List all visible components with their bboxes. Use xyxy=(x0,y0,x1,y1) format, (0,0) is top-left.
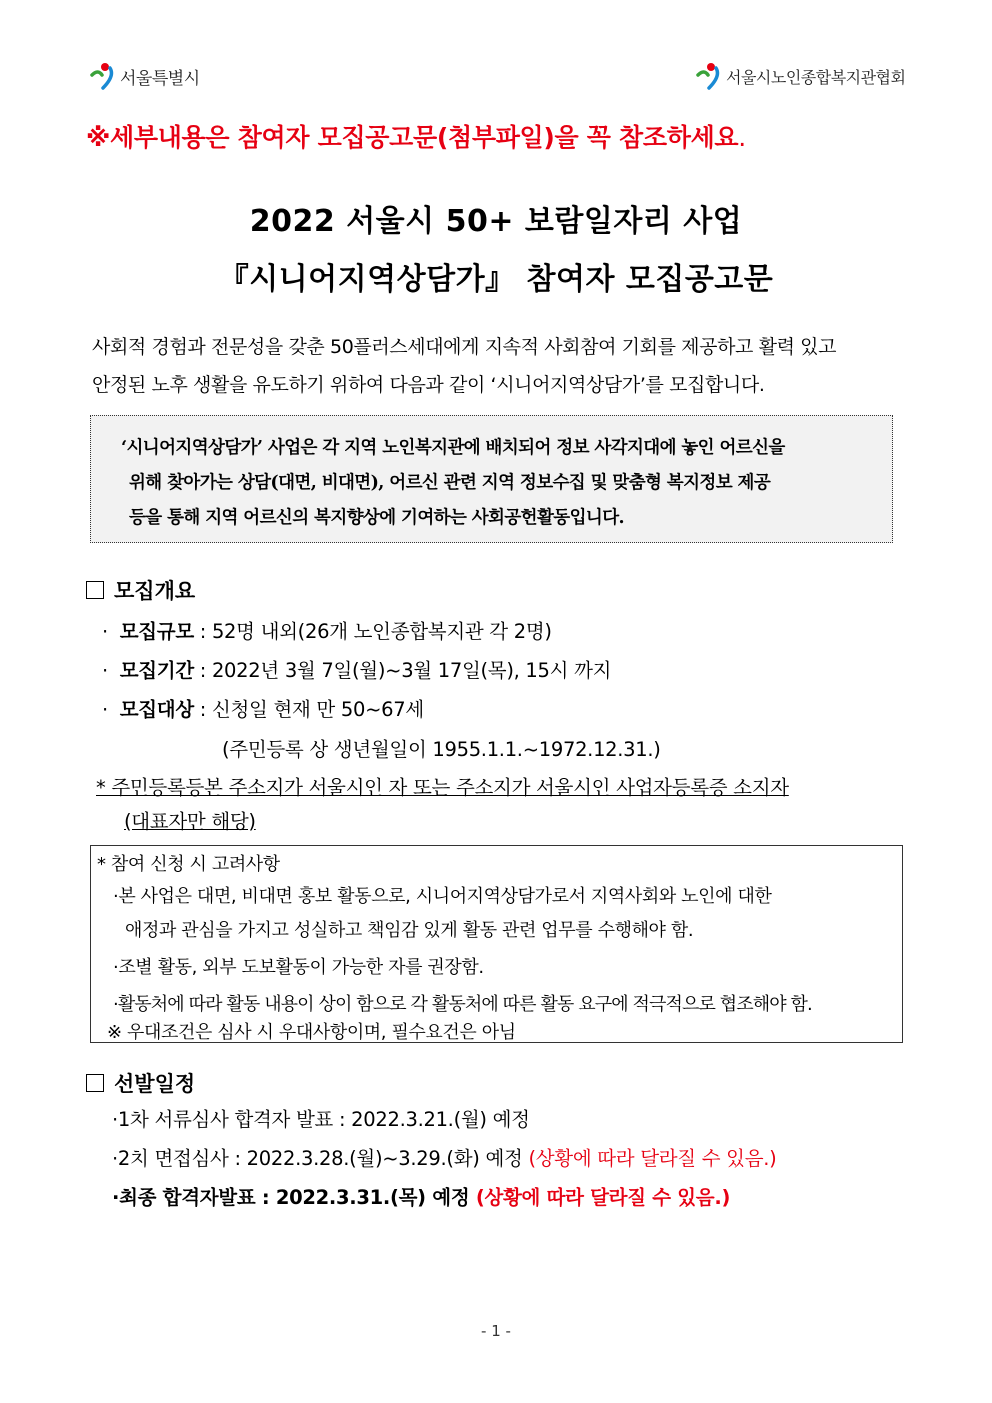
attachment-notice xyxy=(86,118,746,154)
birth-date-range: (주민등록 상 생년월일이 1955.1.1.~1972.12.31.) xyxy=(222,738,661,761)
bullet: · xyxy=(102,698,108,721)
seoul-senior-welfare-association-logo xyxy=(696,62,905,90)
schedule-change-note: (상황에 따라 달라질 수 있음.) xyxy=(528,1147,777,1170)
intro-paragraph xyxy=(92,328,912,404)
program-summary-box xyxy=(90,415,893,543)
recruitment-target-item xyxy=(102,694,424,722)
schedule-item-text: ·최종 합격자발표 : 2022.3.31.(목) 예정 xyxy=(112,1186,476,1209)
recruitment-overview-heading xyxy=(86,575,195,605)
schedule-change-note: (상황에 따라 달라질 수 있음.) xyxy=(475,1186,731,1209)
seoul-symbol-icon xyxy=(90,62,116,90)
selection-schedule-heading xyxy=(86,1068,195,1098)
attachment-notice-text: ※세부내용은 참여자 모집공고문(첨부파일)을 꼭 참조하세요 xyxy=(86,123,739,152)
separator: : xyxy=(193,698,212,721)
document-title-line2: 『시니어지역상담가』 참여자 모집공고문 xyxy=(218,262,774,297)
recruitment-target-value: 신청일 현재 만 50~67세 xyxy=(211,698,424,721)
eligibility-note-line1: * 주민등록등본 주소지가 서울시인 자 또는 주소지가 서울시인 사업자등록증 소지자 xyxy=(96,776,789,799)
recruitment-period-value: 2022년 3월 7일(월)~3월 17일(목), 15시 까지 xyxy=(211,659,612,682)
recruitment-heading-text: 모집개요 xyxy=(114,579,196,603)
summary-line-1: ‘시니어지역상담가’ 사업은 각 지역 노인복지관에 배치되어 정보 사각지대에 놓인 어르신을 xyxy=(121,438,785,458)
consideration-line-1: ·본 사업은 대면, 비대면 홍보 활동으로, 시니어지역상담가로서 지역사회와 노인에 대한 xyxy=(113,886,772,907)
schedule-item-text: ·1차 서류심사 합격자 발표 : 2022.3.21.(월) 예정 xyxy=(112,1108,530,1131)
recruitment-target-label: 모집대상 xyxy=(119,698,194,721)
intro-line-2: 안정된 노후 생활을 유도하기 위하여 다음과 같이 ‘시니어지역상담가’를 모집합니다. xyxy=(92,374,765,396)
separator: : xyxy=(193,659,212,682)
bullet: · xyxy=(102,620,108,643)
checkbox-square-icon xyxy=(86,1074,104,1092)
schedule-item-text: ·2치 면접심사 : 2022.3.28.(월)~3.29.(화) 예정 xyxy=(112,1147,529,1170)
association-logo-text: 서울시노인종합복지관협회 xyxy=(726,67,906,87)
recruitment-period-label: 모집기간 xyxy=(119,659,194,682)
summary-line-2: 위해 찾아가는 상담(대면, 비대면), 어르신 관련 지역 정보수집 및 맞춤형 복지정보 제공 xyxy=(129,473,771,493)
schedule-item-final-announcement xyxy=(112,1182,730,1210)
preference-note: ※ 우대조건은 심사 시 우대사항이며, 필수요건은 아님 xyxy=(107,1022,516,1043)
separator: : xyxy=(193,620,212,643)
seoul-city-logo-text: 서울특별시 xyxy=(120,68,200,89)
consideration-line-2: 애정과 관심을 가지고 성실하고 책임감 있게 활동 관련 업무를 수행해야 함. xyxy=(125,920,694,941)
recruitment-scale-item xyxy=(102,616,552,644)
application-considerations-box xyxy=(90,845,903,1043)
recruitment-scale-label: 모집규모 xyxy=(119,620,194,643)
recruitment-period-item xyxy=(102,655,611,683)
considerations-title: * 참여 신청 시 고려사항 xyxy=(97,854,280,875)
consideration-line-4: ·활동처에 따라 활동 내용이 상이 함으로 각 활동처에 따른 활동 요구에 적극적으로 협조해야 함. xyxy=(113,994,812,1015)
intro-line-1: 사회적 경험과 전문성을 갖춘 50플러스세대에게 지속적 사회참여 기회를 제공하고 활력 있고 xyxy=(92,336,837,358)
seoul-symbol-icon xyxy=(696,62,722,90)
document-title-line1: 2022 서울시 50+ 보람일자리 사업 xyxy=(249,204,743,239)
schedule-heading-text: 선발일정 xyxy=(114,1072,196,1096)
schedule-item-document-review xyxy=(112,1104,530,1132)
seoul-city-logo xyxy=(90,62,200,90)
recruitment-scale-value: 52명 내외(26개 노인종합복지관 각 2명) xyxy=(211,620,552,643)
checkbox-square-icon xyxy=(86,581,104,599)
eligibility-note-line2: (대표자만 해당) xyxy=(124,810,256,833)
attachment-notice-period: . xyxy=(738,123,746,152)
schedule-item-interview xyxy=(112,1143,776,1171)
summary-line-3: 등을 통해 지역 어르신의 복지향상에 기여하는 사회공헌활동입니다. xyxy=(129,508,624,528)
page-number: - 1 - xyxy=(481,1322,511,1340)
bullet: · xyxy=(102,659,108,682)
consideration-line-3: ·조별 활동, 외부 도보활동이 가능한 자를 권장함. xyxy=(113,957,484,978)
